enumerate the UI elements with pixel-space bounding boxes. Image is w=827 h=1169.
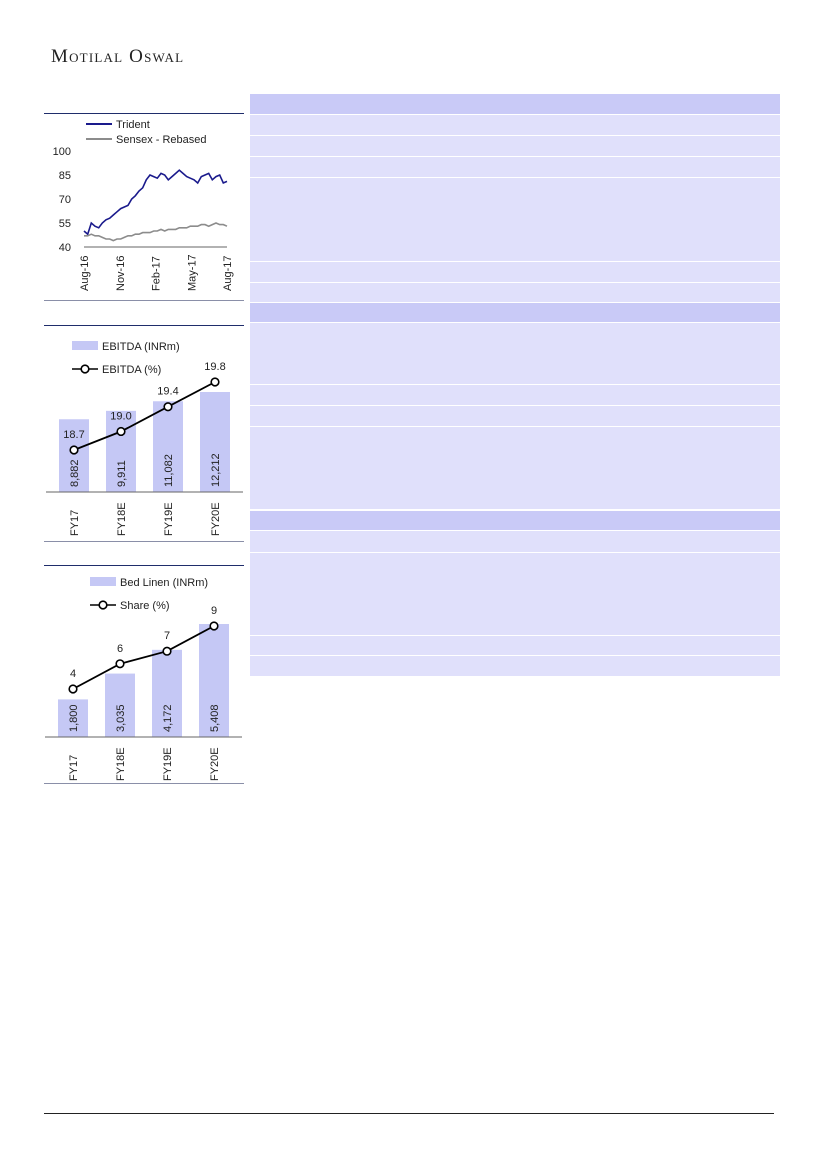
table-row <box>250 262 780 283</box>
bar-value-label: 12,212 <box>210 453 222 487</box>
y-tick-label: 85 <box>58 170 71 182</box>
bed-linen-chart <box>44 566 244 783</box>
table-row <box>250 157 780 178</box>
x-tick-label: Nov-16 <box>114 255 127 291</box>
line-value-label: 19.0 <box>110 410 132 423</box>
x-tick-label: May-17 <box>186 254 199 291</box>
line-point <box>164 403 172 411</box>
legend-label: Trident <box>116 119 150 131</box>
series-line <box>74 382 215 450</box>
table-row <box>250 136 780 157</box>
y-tick-label: 55 <box>58 218 71 230</box>
table-row <box>250 283 780 303</box>
line-value-label: 6 <box>116 642 124 655</box>
legend-label: Share (%) <box>120 600 170 612</box>
x-tick-label: Aug-17 <box>222 255 234 291</box>
y-tick-label: 100 <box>52 146 71 158</box>
footer-rule <box>44 1113 774 1114</box>
line-value-label: 9 <box>210 605 218 617</box>
table-row <box>250 178 780 262</box>
bar-value-label: 9,911 <box>116 460 128 487</box>
table-row <box>250 553 780 636</box>
line-point <box>117 428 125 436</box>
panel-bottom-rule <box>44 783 244 784</box>
bar-value-label: 11,082 <box>163 454 175 487</box>
legend-swatch <box>72 341 98 350</box>
table-header-row <box>250 94 780 115</box>
table-row <box>250 406 780 427</box>
table-row <box>250 636 780 656</box>
line-point <box>210 622 218 630</box>
ebitda-chart <box>44 326 244 541</box>
table-block <box>250 303 780 510</box>
table-row <box>250 323 780 385</box>
table-row <box>250 385 780 406</box>
line-value-label: 18.7 <box>63 429 85 441</box>
bar-value-label: 8,882 <box>69 459 81 487</box>
x-tick-label: Aug-16 <box>79 255 91 291</box>
panel-bottom-rule <box>44 541 244 542</box>
table-block <box>250 511 780 677</box>
line-point <box>70 446 78 454</box>
table-row <box>250 427 780 510</box>
y-tick-label: 40 <box>58 242 71 254</box>
x-tick-label: FY20E <box>210 502 222 536</box>
bar-value-label: 1,800 <box>68 704 80 732</box>
line-point <box>163 647 171 655</box>
x-tick-label: FY19E <box>163 502 175 536</box>
line-point <box>211 378 219 386</box>
line-value-label: 4 <box>69 668 77 680</box>
bar-value-label: 4,172 <box>162 704 174 732</box>
line-value-label: 19.8 <box>204 361 226 373</box>
table-header-row <box>250 303 780 323</box>
bar-value-label: 3,035 <box>115 704 127 732</box>
brand-logo: Motilal Oswal <box>51 46 185 67</box>
legend-marker <box>99 601 107 609</box>
x-tick-label: FY17 <box>68 754 80 781</box>
legend-label: Bed Linen (INRm) <box>120 577 209 589</box>
stock-performance-chart <box>44 114 244 302</box>
x-tick-label: FY20E <box>209 747 221 781</box>
y-tick-label: 70 <box>58 194 71 206</box>
bar-value-label: 5,408 <box>209 704 221 732</box>
table-block <box>250 94 780 303</box>
x-tick-label: FY19E <box>162 747 174 781</box>
series-line <box>84 223 227 241</box>
line-point <box>116 660 124 668</box>
table-row <box>250 656 780 677</box>
table-row <box>250 115 780 136</box>
x-tick-label: FY18E <box>116 502 128 536</box>
table-row <box>250 531 780 553</box>
table-header-row <box>250 511 780 531</box>
line-value-label: 19.4 <box>157 385 179 398</box>
legend-label: Sensex - Rebased <box>116 134 207 146</box>
legend-marker <box>81 365 89 373</box>
panel-bottom-rule <box>44 300 244 301</box>
line-point <box>69 685 77 693</box>
x-tick-label: FY17 <box>69 509 81 536</box>
line-value-label: 7 <box>163 630 171 643</box>
legend-label: EBITDA (%) <box>102 364 162 376</box>
x-tick-label: FY18E <box>115 747 127 781</box>
x-tick-label: Feb-17 <box>150 256 163 291</box>
legend-swatch <box>90 577 116 586</box>
series-line <box>73 626 214 689</box>
legend-label: EBITDA (INRm) <box>102 341 180 353</box>
